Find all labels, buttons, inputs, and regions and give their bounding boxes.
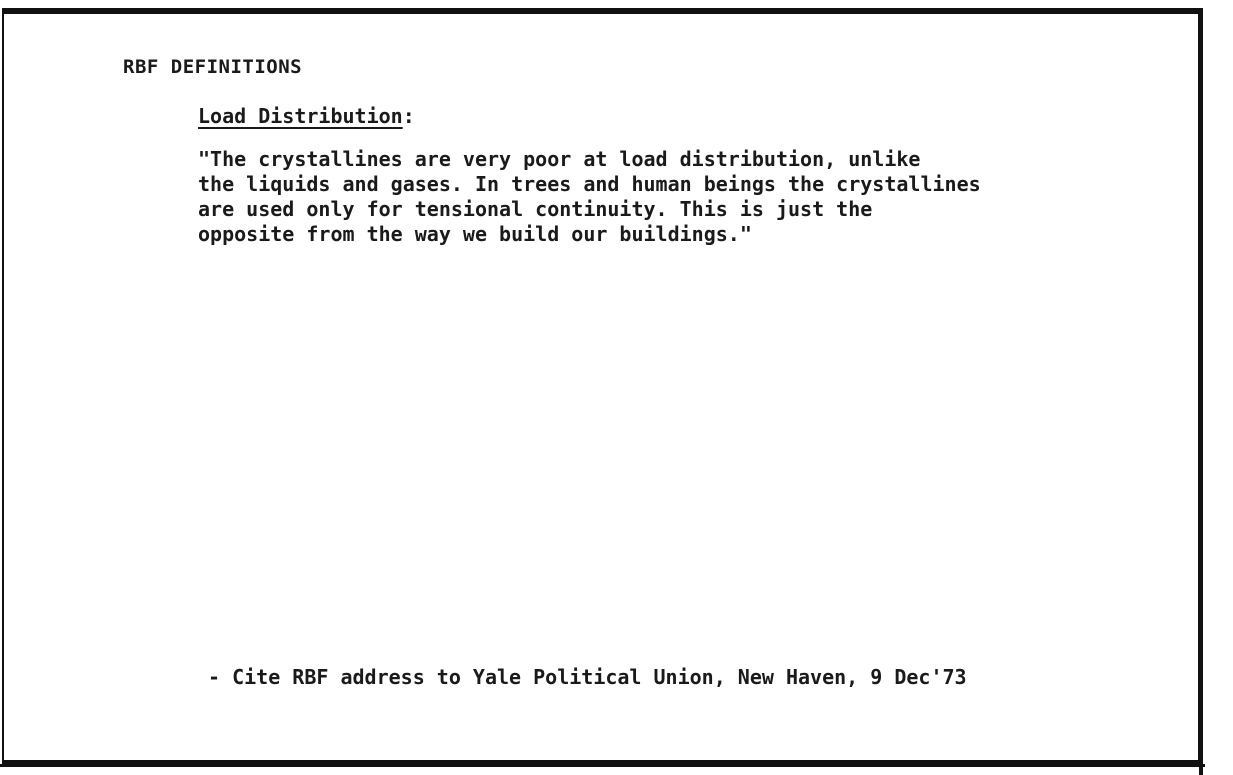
- quote-line-1: "The crystallines are very poor at load distribution, unlike: [198, 147, 921, 171]
- term-colon: :: [402, 104, 415, 128]
- term-heading: [198, 104, 415, 128]
- term-label: Load Distribution: [198, 104, 403, 128]
- quote-line-3: are used only for tensional continuity. This is just the: [198, 197, 873, 221]
- card-heading: RBF DEFINITIONS: [123, 56, 303, 78]
- definition-quote: [198, 147, 981, 247]
- next-card-side-edge: [1199, 758, 1203, 775]
- quote-line-2: the liquids and gases. In trees and human beings the crystallines: [198, 172, 981, 196]
- citation: - Cite RBF address to Yale Political Union, New Haven, 9 Dec'73: [208, 665, 967, 689]
- definition-card: [2, 8, 1203, 764]
- quote-line-4: opposite from the way we build our buildings.": [198, 222, 752, 246]
- next-card-top-edge: [0, 764, 1205, 767]
